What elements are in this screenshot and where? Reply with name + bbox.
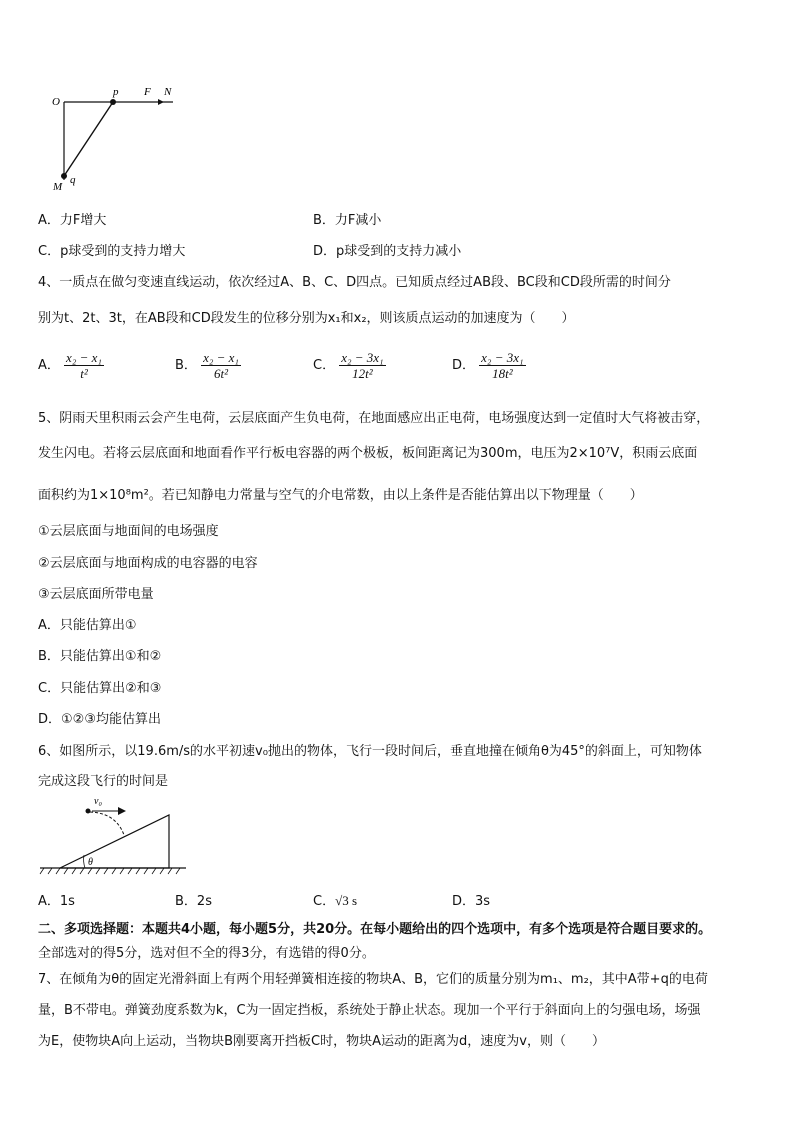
option-label: C． xyxy=(313,894,336,909)
label-v0: v₀ xyxy=(94,796,102,807)
denominator: 6t² xyxy=(213,366,228,381)
q4-option-c[interactable] xyxy=(313,350,386,381)
q6-option-a[interactable]: A．1s xyxy=(38,894,75,909)
q5-option-a[interactable]: A．只能估算出① xyxy=(38,618,137,633)
option-label: B． xyxy=(175,358,197,373)
ball-q xyxy=(61,173,67,179)
label-M: M xyxy=(53,181,63,193)
denominator: 18t² xyxy=(492,366,513,381)
q5-stem-line1: 5、阴雨天里积雨云会产生电荷，云层底面产生负电荷，在地面感应出正电荷，电场强度达到一定值时大气将被击穿， xyxy=(38,411,710,426)
numerator: x₂ − 3x₁ xyxy=(341,350,384,365)
fraction xyxy=(201,350,241,381)
q3-option-d[interactable]: D．p球受到的支持力减小 xyxy=(313,244,462,259)
option-label: D． xyxy=(452,358,476,373)
q4-stem-line2: 别为t、2t、3t，在AB段和CD段发生的位移分别为x₁和x₂，则该质点运动的加速度为（ ） xyxy=(38,311,575,326)
q3-option-b[interactable]: B．力F减小 xyxy=(313,213,382,228)
q5-item-3: ③云层底面所带电量 xyxy=(38,587,154,602)
q6-option-d[interactable]: D．3s xyxy=(452,894,491,909)
option-label: C． xyxy=(313,358,336,373)
fraction xyxy=(339,350,385,381)
q5-option-d[interactable]: D．①②③均能估算出 xyxy=(38,712,161,727)
q6-option-b[interactable]: B．2s xyxy=(175,894,212,909)
option-label: A． xyxy=(38,358,60,373)
projectile xyxy=(86,809,91,814)
q7-stem-line3: 为E，使物块A向上运动，当物块B刚要离开挡板C时，物块A运动的距离为d，速度为v，则（ ） xyxy=(38,1034,605,1049)
q5-stem-line3: 面积约为1×10⁸m²。若已知静电力常量与空气的介电常数，由以上条件是否能估算出以下物理量（ ） xyxy=(38,488,643,503)
q4-option-d[interactable] xyxy=(452,350,526,381)
numerator: x₂ − 3x₁ xyxy=(481,350,524,365)
label-F: F xyxy=(144,86,151,98)
q4-option-a[interactable] xyxy=(38,350,104,381)
section2-header-line2: 全部选对的得5分，选对但不全的得3分，有选错的得0分。 xyxy=(38,946,375,961)
q6-stem-line1: 6、如图所示，以19.6m/s的水平初速v₀抛出的物体，飞行一段时间后，垂直地撞在倾角θ为45°的斜面上，可知物体 xyxy=(38,744,702,759)
q6-option-c[interactable] xyxy=(313,890,357,909)
figure-rod-pulley xyxy=(40,80,190,200)
q4-stem-line1: 4、一质点在做匀变速直线运动，依次经过A、B、C、D四点。已知质点经过AB段、BC段和CD段所需的时间分 xyxy=(38,275,671,290)
denominator: 12t² xyxy=(352,366,373,381)
q7-stem-line2: 量，B不带电。弹簧劲度系数为k，C为一固定挡板，系统处于静止状态。现加一个平行于斜面向上的匀强电场，场强 xyxy=(38,1003,701,1018)
label-N: N xyxy=(164,86,172,98)
numerator: x₂ − x₁ xyxy=(203,350,239,365)
q5-option-c[interactable]: C．只能估算出②和③ xyxy=(38,681,162,696)
q7-stem-line1: 7、在倾角为θ的固定光滑斜面上有两个用轻弹簧相连接的物块A、B，它们的质量分别为m₁、m₂，其中A带+q的电荷 xyxy=(38,972,708,987)
figure-incline-projectile xyxy=(38,795,188,880)
fraction xyxy=(64,350,104,381)
label-q: q xyxy=(70,174,76,186)
q5-stem-line2: 发生闪电。若将云层底面和地面看作平行板电容器的两个极板，板间距离记为300m，电压为2×10⁷V，积雨云底面 xyxy=(38,446,698,461)
ball-p xyxy=(110,99,116,105)
q3-option-a[interactable]: A．力F增大 xyxy=(38,213,107,228)
q3-option-c[interactable]: C．p球受到的支持力增大 xyxy=(38,244,186,259)
denominator: t² xyxy=(80,366,88,381)
numerator: x₂ − x₁ xyxy=(66,350,102,365)
q5-item-1: ①云层底面与地面间的电场强度 xyxy=(38,524,219,539)
q5-item-2: ②云层底面与地面构成的电容器的电容 xyxy=(38,556,258,571)
section2-header-line1: 二、多项选择题：本题共4小题，每小题5分，共20分。在每小题给出的四个选项中，有多个选项是符合题目要求的。 xyxy=(38,922,712,937)
option-value: √3 s xyxy=(335,893,358,908)
q4-option-b[interactable] xyxy=(175,350,241,381)
fraction xyxy=(479,350,525,381)
q6-stem-line2: 完成这段飞行的时间是 xyxy=(38,774,169,789)
label-O: O xyxy=(52,96,60,108)
label-theta: θ xyxy=(88,857,93,868)
label-p: p xyxy=(113,86,119,98)
q5-option-b[interactable]: B．只能估算出①和② xyxy=(38,649,162,664)
